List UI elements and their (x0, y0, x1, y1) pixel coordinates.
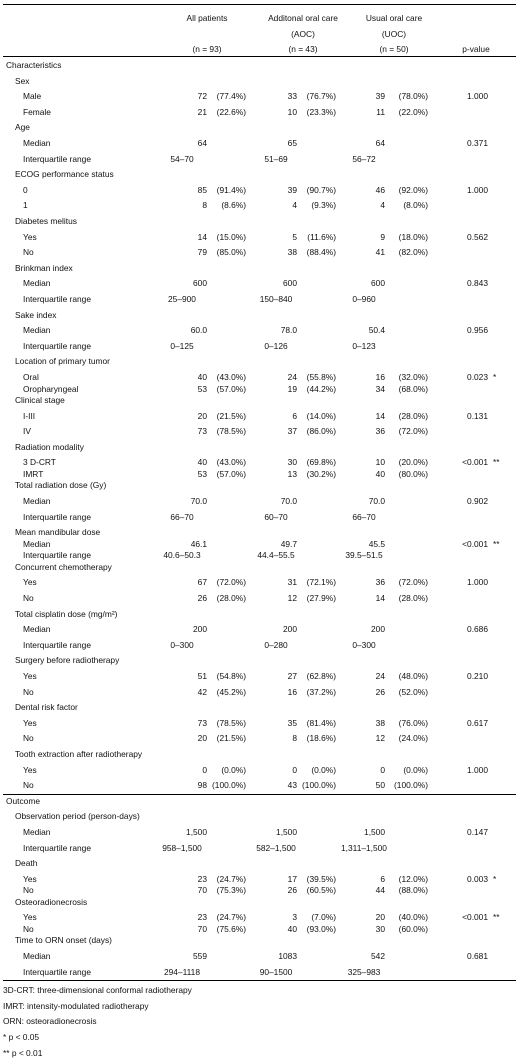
row-label: Yes (23, 717, 37, 728)
all-count: 200 (193, 624, 207, 635)
all-percent: (75.3%) (216, 885, 246, 896)
all-count: 64 (197, 138, 207, 148)
category-label: Brinkman index (15, 262, 73, 273)
aoc-percent: (11.6%) (307, 231, 336, 242)
aoc-percent: (72.1%) (306, 577, 336, 588)
uoc-count: 11 (376, 106, 385, 117)
aoc-percent: (44.2%) (306, 383, 336, 394)
table-rule (3, 980, 516, 981)
uoc-percent: (80.0%) (398, 468, 428, 479)
all-percent: (77.4%) (216, 91, 246, 102)
uoc-percent: (48.0%) (398, 670, 428, 681)
all-percent: (100.0%) (212, 780, 246, 791)
all-count: 98 (197, 780, 207, 791)
row-label: Interquartile range (23, 340, 91, 351)
aoc-percent: (55.8%) (306, 372, 336, 382)
uoc-percent: (24.0%) (398, 733, 428, 744)
uoc-iqr: 0–300 (352, 639, 376, 650)
row-label: Yes (23, 577, 37, 588)
all-count: 0 (202, 764, 207, 775)
all-percent: (91.4%) (216, 184, 246, 195)
significance-marker: ** (493, 457, 500, 468)
uoc-count: 45.5 (368, 538, 385, 549)
uoc-count: 36 (375, 577, 385, 588)
p-value: 0.147 (467, 826, 488, 837)
category-label: Tooth extraction after radiotherapy (15, 748, 143, 759)
row-label: Interquartile range (23, 639, 91, 650)
row-label: No (23, 780, 34, 791)
all-percent: (22.6%) (216, 106, 246, 117)
uoc-count: 1,500 (364, 826, 385, 837)
aoc-count: 6 (292, 410, 297, 421)
aoc-percent: (81.4%) (306, 717, 336, 728)
row-label: No (23, 592, 34, 603)
uoc-percent: (52.0%) (398, 686, 428, 697)
all-count: 40 (197, 372, 207, 382)
category-label: Clinical stage (15, 395, 65, 405)
aoc-percent: (9.3%) (311, 200, 336, 211)
row-label: Median (23, 826, 51, 837)
uoc-percent: (72.0%) (398, 426, 428, 437)
row-label: Interquartile range (23, 550, 91, 561)
aoc-percent: (0.0%) (311, 764, 336, 775)
all-count: 60.0 (190, 325, 207, 336)
uoc-iqr: 1,311–1,500 (341, 842, 387, 853)
p-value: 1.000 (467, 764, 488, 775)
row-label: Yes (23, 873, 37, 884)
p-value: 0.562 (467, 231, 488, 242)
footnote-text: ORN: osteoradionecrosis (3, 1016, 97, 1027)
aoc-iqr: 150–840 (259, 294, 293, 304)
category-label: Death (15, 858, 38, 869)
aoc-iqr: 0–126 (264, 340, 288, 351)
p-value: 1.000 (467, 91, 488, 102)
all-count: 53 (197, 383, 207, 394)
row-label: No (23, 247, 34, 258)
aoc-count: 70.0 (280, 496, 297, 506)
uoc-percent: (78.0%) (398, 91, 428, 102)
aoc-count: 12 (287, 592, 297, 603)
all-count: 70 (197, 885, 207, 896)
aoc-percent: (27.9%) (306, 592, 336, 603)
uoc-percent: (28.0%) (398, 410, 428, 421)
aoc-count: 24 (287, 372, 297, 382)
row-label: Median (23, 950, 51, 961)
aoc-iqr: 44.4–55.5 (257, 550, 295, 561)
uoc-percent: (92.0%) (398, 184, 428, 195)
uoc-percent: (40.0%) (398, 912, 428, 923)
uoc-count: 41 (375, 247, 385, 258)
uoc-percent: (72.0%) (398, 577, 428, 588)
all-percent: (24.7%) (216, 912, 246, 923)
all-count: 79 (197, 247, 207, 258)
row-label: IV (23, 426, 31, 437)
aoc-count: 1083 (278, 950, 297, 961)
category-label: Observation period (person-days) (15, 811, 140, 822)
aoc-count: 13 (287, 468, 297, 479)
all-iqr: 25–900 (168, 294, 196, 304)
all-count: 1,500 (186, 826, 207, 837)
aoc-percent: (7.0%) (311, 912, 336, 923)
p-value: 0.210 (467, 670, 488, 681)
aoc-count: 16 (287, 686, 297, 697)
row-label: Oral (23, 372, 39, 382)
uoc-count: 14 (375, 410, 385, 421)
uoc-percent: (60.0%) (398, 923, 428, 934)
all-percent: (78.5%) (216, 717, 246, 728)
row-label: No (23, 923, 34, 934)
uoc-count: 30 (375, 923, 385, 934)
all-count: 70.0 (190, 496, 207, 506)
uoc-percent: (0.0%) (403, 764, 428, 775)
aoc-percent: (37.2%) (306, 686, 336, 697)
footnote-text: 3D-CRT: three-dimensional conformal radiotherapy (3, 985, 192, 996)
uoc-percent: (68.0%) (398, 383, 428, 394)
aoc-count: 33 (287, 91, 297, 102)
all-percent: (54.8%) (216, 670, 246, 681)
row-label: Yes (23, 231, 37, 242)
all-count: 85 (197, 184, 207, 195)
all-iqr: 54–70 (170, 153, 194, 164)
aoc-count: 30 (287, 457, 297, 468)
all-count: 559 (193, 950, 207, 961)
all-count: 53 (197, 468, 207, 479)
aoc-count: 31 (287, 577, 297, 588)
row-label: Female (23, 106, 51, 117)
uoc-percent: (82.0%) (398, 247, 428, 258)
row-label: Yes (23, 912, 37, 923)
aoc-count: 0 (292, 764, 297, 775)
aoc-count: 37 (287, 426, 297, 437)
p-value: 1.000 (467, 184, 488, 195)
uoc-percent: (12.0%) (398, 873, 428, 884)
table-rule (3, 56, 516, 57)
aoc-percent: (76.7%) (306, 91, 336, 102)
category-label: Sake index (15, 309, 57, 320)
all-count: 70 (197, 923, 207, 934)
aoc-count: 1,500 (276, 826, 297, 837)
column-header-pvalue: p-value (462, 44, 490, 54)
all-percent: (43.0%) (216, 372, 246, 382)
aoc-percent: (39.5%) (306, 873, 336, 884)
uoc-count: 6 (380, 873, 385, 884)
significance-marker: ** (493, 538, 500, 549)
aoc-count: 78.0 (280, 325, 297, 336)
row-label: No (23, 885, 34, 896)
uoc-count: 64 (375, 138, 385, 148)
column-header-aoc: Additonal oral care (268, 13, 338, 23)
section-label: Outcome (6, 795, 40, 806)
uoc-count: 4 (380, 200, 385, 211)
category-label: Sex (15, 75, 30, 86)
all-count: 20 (197, 410, 207, 421)
uoc-count: 12 (375, 733, 385, 744)
aoc-percent: (30.2%) (306, 468, 336, 479)
uoc-count: 39 (375, 91, 385, 102)
category-label: Diabetes melitus (15, 216, 77, 226)
aoc-iqr: 582–1,500 (256, 842, 296, 853)
uoc-percent: (100.0%) (394, 780, 428, 791)
column-header-uoc: Usual oral care (365, 13, 423, 23)
all-count: 72 (197, 91, 207, 102)
aoc-percent: (62.8%) (306, 670, 336, 681)
table-rule (3, 794, 516, 795)
p-value: 0.686 (467, 624, 488, 635)
aoc-count: 600 (283, 278, 297, 289)
row-label: Interquartile range (23, 511, 91, 522)
row-label: Median (23, 624, 51, 635)
row-label: Interquartile range (23, 966, 91, 977)
all-percent: (57.0%) (216, 383, 246, 394)
p-value: 0.843 (467, 278, 488, 289)
p-value: 0.131 (467, 410, 488, 421)
uoc-iqr: 0–123 (352, 340, 376, 351)
column-header-all: All patients (186, 13, 228, 23)
all-count: 42 (197, 686, 207, 697)
uoc-count: 26 (375, 686, 385, 697)
p-value: 0.681 (467, 950, 488, 961)
column-header-aoc-abbr: (AOC) (291, 29, 315, 39)
row-label: Interquartile range (23, 153, 91, 164)
aoc-count: 4 (292, 200, 297, 211)
section-label: Characteristics (6, 60, 62, 70)
uoc-percent: (28.0%) (398, 592, 428, 603)
aoc-percent: (88.4%) (306, 247, 336, 258)
all-percent: (24.7%) (216, 873, 246, 884)
row-label: Yes (23, 764, 37, 775)
uoc-count: 70.0 (368, 496, 385, 506)
uoc-iqr: 66–70 (352, 511, 376, 522)
aoc-count: 35 (287, 717, 297, 728)
all-count: 21 (197, 106, 207, 117)
aoc-count: 43 (287, 780, 297, 791)
all-count: 67 (197, 577, 207, 588)
all-count: 46.1 (190, 538, 207, 549)
p-value: <0.001 (462, 538, 488, 549)
all-count: 20 (197, 733, 207, 744)
column-n-aoc: (n = 43) (288, 44, 318, 54)
all-percent: (28.0%) (216, 592, 246, 603)
aoc-percent: (60.5%) (306, 885, 336, 896)
table-rule (3, 4, 516, 5)
uoc-count: 40 (375, 468, 385, 479)
footnote-text: * p < 0.05 (3, 1031, 40, 1042)
aoc-count: 3 (292, 912, 297, 923)
all-percent: (45.2%) (216, 686, 246, 697)
category-label: Radiation modality (15, 441, 84, 452)
aoc-iqr: 51–69 (264, 153, 288, 164)
aoc-count: 5 (292, 231, 297, 242)
p-value: 1.000 (467, 577, 488, 588)
all-percent: (21.5%) (216, 733, 246, 744)
all-count: 73 (197, 717, 207, 728)
all-count: 23 (197, 873, 207, 884)
uoc-count: 46 (375, 184, 385, 195)
column-n-all: (n = 93) (192, 44, 222, 54)
aoc-count: 49.7 (280, 538, 297, 549)
uoc-count: 44 (375, 885, 385, 896)
column-n-uoc: (n = 50) (379, 44, 409, 54)
uoc-count: 36 (375, 426, 385, 437)
p-value: 0.371 (467, 138, 488, 148)
aoc-count: 26 (287, 885, 297, 896)
p-value: 0.956 (467, 325, 488, 336)
category-label: Total cisplatin dose (mg/m²) (15, 608, 118, 619)
all-count: 51 (197, 670, 207, 681)
uoc-percent: (32.0%) (398, 372, 428, 382)
uoc-count: 24 (375, 670, 385, 681)
uoc-count: 200 (371, 624, 385, 635)
category-label: Surgery before radiotherapy (15, 655, 120, 666)
uoc-iqr: 0–960 (352, 294, 376, 304)
all-count: 600 (193, 278, 207, 289)
all-percent: (0.0%) (221, 764, 246, 775)
row-label: 1 (23, 200, 28, 211)
all-percent: (85.0%) (216, 247, 246, 258)
p-value: 0.023 (467, 372, 488, 382)
all-count: 40 (197, 457, 207, 468)
uoc-iqr: 56–72 (352, 153, 376, 164)
row-label: Male (23, 91, 42, 102)
aoc-count: 39 (287, 184, 297, 195)
category-label: Time to ORN onset (days) (15, 935, 112, 946)
p-value: <0.001 (462, 912, 488, 923)
p-value: 0.617 (467, 717, 488, 728)
all-iqr: 40.6–50.3 (163, 550, 201, 561)
aoc-percent: (23.3%) (306, 106, 336, 117)
all-iqr: 958–1,500 (162, 842, 202, 853)
aoc-percent: (14.0%) (306, 410, 336, 421)
row-label: Interquartile range (23, 842, 91, 853)
uoc-count: 542 (371, 950, 385, 961)
aoc-iqr: 90–1500 (259, 966, 293, 977)
row-label: 0 (23, 184, 28, 195)
uoc-count: 10 (375, 457, 385, 468)
all-percent: (8.6%) (221, 200, 246, 211)
uoc-count: 0 (380, 764, 385, 775)
all-percent: (78.5%) (216, 426, 246, 437)
category-label: Dental risk factor (15, 702, 78, 713)
uoc-iqr: 39.5–51.5 (345, 550, 383, 561)
aoc-percent: (69.8%) (306, 457, 336, 468)
row-label: Median (23, 278, 51, 289)
category-label: Osteoradionecrosis (15, 896, 88, 907)
row-label: Interquartile range (23, 294, 91, 304)
uoc-percent: (88.0%) (398, 885, 428, 896)
significance-marker: ** (493, 912, 500, 923)
uoc-percent: (8.0%) (403, 200, 428, 211)
significance-marker: * (493, 873, 497, 884)
all-count: 14 (197, 231, 207, 242)
aoc-count: 38 (287, 247, 297, 258)
uoc-percent: (22.0%) (398, 106, 428, 117)
aoc-iqr: 60–70 (264, 511, 288, 522)
aoc-count: 200 (283, 624, 297, 635)
uoc-percent: (18.0%) (398, 231, 428, 242)
row-label: 3 D-CRT (23, 457, 56, 468)
category-label: ECOG performance status (15, 169, 114, 180)
p-value: 0.902 (467, 496, 488, 506)
all-count: 8 (202, 200, 207, 211)
all-iqr: 294–1118 (163, 966, 201, 977)
category-label: Age (15, 122, 30, 133)
aoc-percent: (18.6%) (306, 733, 336, 744)
row-label: Median (23, 325, 51, 336)
all-percent: (15.0%) (216, 231, 246, 242)
uoc-iqr: 325–983 (347, 966, 381, 977)
aoc-count: 8 (292, 733, 297, 744)
all-count: 26 (197, 592, 207, 603)
all-percent: (21.5%) (216, 410, 246, 421)
aoc-count: 10 (287, 106, 297, 117)
aoc-percent: (86.0%) (306, 426, 336, 437)
uoc-count: 600 (371, 278, 385, 289)
category-label: Total radiation dose (Gy) (15, 480, 107, 491)
uoc-count: 9 (380, 231, 385, 242)
significance-marker: * (493, 372, 497, 382)
aoc-percent: (100.0%) (302, 780, 336, 791)
row-label: I-III (23, 410, 36, 421)
aoc-percent: (90.7%) (306, 184, 336, 195)
footnote-text: ** p < 0.01 (3, 1047, 43, 1058)
all-percent: (72.0%) (216, 577, 246, 588)
aoc-count: 40 (287, 923, 297, 934)
uoc-percent: (20.0%) (398, 457, 428, 468)
aoc-count: 27 (287, 670, 297, 681)
category-label: Location of primary tumor (15, 356, 110, 367)
row-label: Median (23, 538, 51, 549)
row-label: No (23, 686, 34, 697)
uoc-count: 50 (375, 780, 385, 791)
all-percent: (57.0%) (216, 468, 246, 479)
row-label: IMRT (23, 468, 44, 479)
row-label: No (23, 733, 34, 744)
uoc-count: 50.4 (368, 325, 385, 336)
footnote-text: IMRT: intensity-modulated radiotherapy (3, 1000, 149, 1011)
aoc-count: 65 (287, 138, 297, 148)
all-count: 73 (197, 426, 207, 437)
all-percent: (75.6%) (216, 923, 246, 934)
aoc-count: 19 (287, 383, 297, 394)
uoc-count: 16 (375, 372, 385, 382)
all-iqr: 66–70 (170, 511, 194, 522)
category-label: Mean mandibular dose (15, 527, 101, 538)
all-percent: (43.0%) (216, 457, 246, 468)
aoc-count: 17 (287, 873, 297, 884)
uoc-percent: (76.0%) (398, 717, 428, 728)
all-count: 23 (197, 912, 207, 923)
aoc-percent: (93.0%) (306, 923, 336, 934)
uoc-count: 20 (375, 912, 385, 923)
uoc-count: 34 (375, 383, 385, 394)
p-value: 0.003 (467, 873, 488, 884)
uoc-count: 14 (375, 592, 385, 603)
all-iqr: 0–300 (170, 639, 194, 650)
row-label: Median (23, 496, 51, 506)
column-header-uoc-abbr: (UOC) (381, 29, 407, 39)
all-iqr: 0–125 (170, 340, 194, 351)
aoc-iqr: 0–280 (264, 639, 288, 650)
row-label: Median (23, 138, 51, 148)
category-label: Concurrent chemotherapy (15, 561, 112, 572)
row-label: Yes (23, 670, 37, 681)
row-label: Oropharyngeal (23, 383, 79, 394)
p-value: <0.001 (462, 457, 488, 468)
uoc-count: 38 (375, 717, 385, 728)
